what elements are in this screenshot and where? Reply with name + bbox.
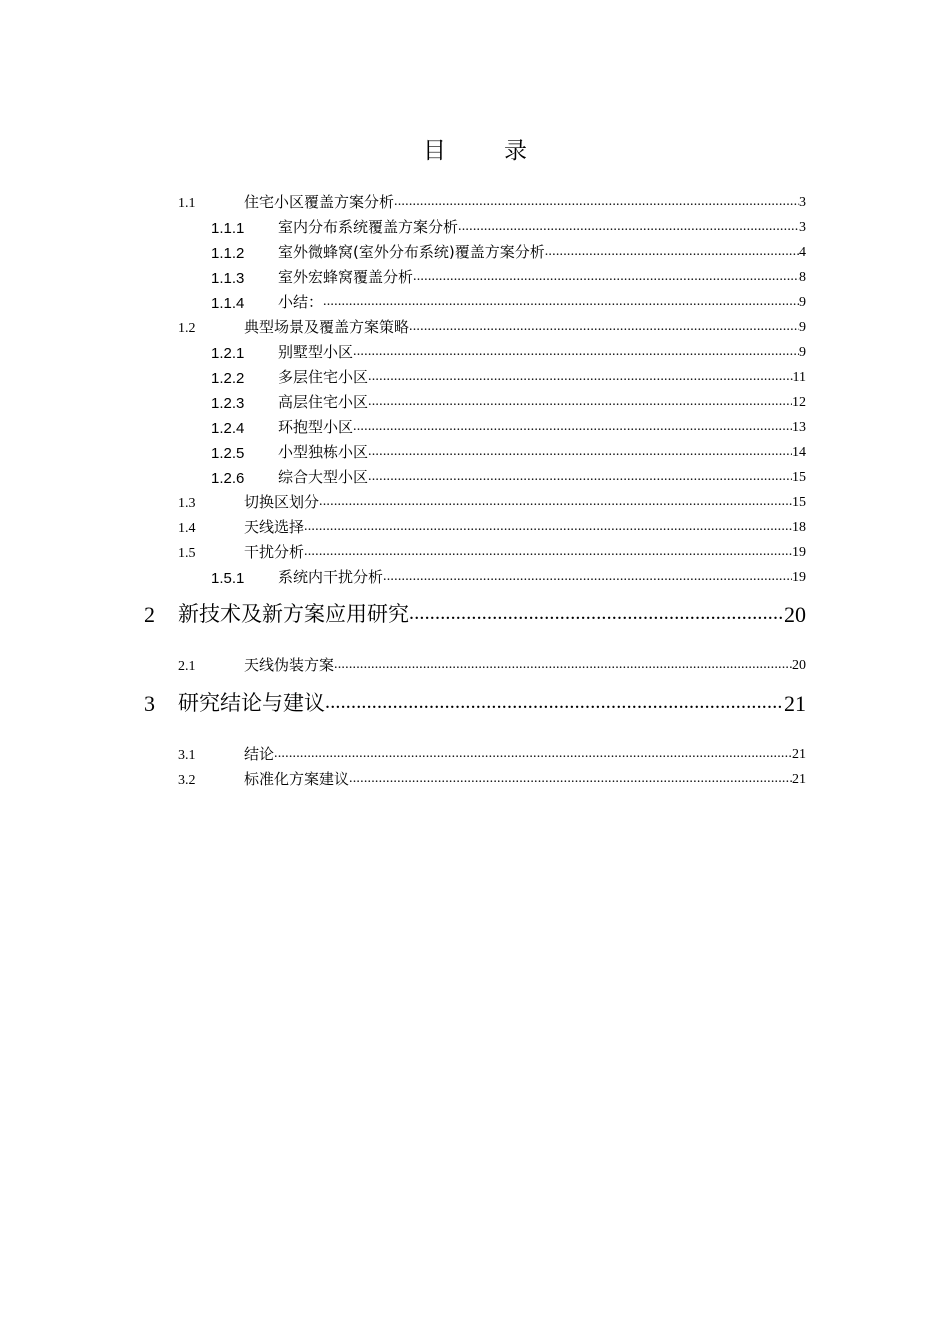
toc-entry[interactable] [0, 565, 950, 587]
toc-entry-number: 1.3 [178, 496, 196, 511]
toc-entry-number: 1.1.4 [211, 295, 245, 312]
toc-entry-title: 典型场景及覆盖方案策略 [244, 318, 410, 336]
toc-entry-page: 13 [792, 420, 806, 435]
toc-leader-dots [274, 746, 792, 762]
toc-entry-number: 2.1 [178, 659, 196, 674]
toc-entry-page: 15 [792, 470, 806, 485]
toc-entry[interactable] [0, 515, 950, 537]
toc-entry[interactable] [0, 490, 950, 512]
toc-entry-page: 20 [792, 658, 806, 673]
toc-entry-title: 环抱型小区 [278, 418, 354, 436]
toc-entry[interactable] [0, 290, 950, 312]
toc-entry-page: 4 [799, 245, 806, 260]
toc-entry[interactable] [0, 315, 950, 337]
toc-entry-title: 研究结论与建议 [178, 691, 325, 715]
toc-entry-number: 1.4 [178, 521, 196, 536]
toc-entry-number: 1.2.1 [211, 345, 245, 362]
toc-leader-dots [304, 519, 792, 535]
toc-entry-number: 1.1.3 [211, 270, 245, 287]
toc-entry[interactable] [0, 465, 950, 487]
toc-entry[interactable] [0, 440, 950, 462]
title-right-char: 录 [504, 138, 527, 164]
toc-leader-dots [334, 657, 792, 673]
page-title [0, 134, 950, 168]
toc-leader-dots [323, 294, 799, 310]
toc-leader-dots [368, 469, 792, 485]
toc-entry-title: 标准化方案建议 [244, 770, 350, 788]
toc-entry-title: 系统内干扰分析 [278, 568, 384, 586]
toc-entry-page: 19 [792, 570, 806, 585]
toc-entry[interactable] [0, 596, 950, 628]
toc-leader-dots [304, 544, 792, 560]
toc-entry-title: 新技术及新方案应用研究 [178, 602, 409, 626]
toc-entry[interactable] [0, 685, 950, 717]
toc-entry-page: 14 [792, 445, 806, 460]
toc-entry-page: 20 [784, 602, 806, 627]
toc-entry-page: 3 [799, 195, 806, 210]
toc-leader-dots [383, 569, 792, 585]
toc-leader-dots [413, 269, 799, 285]
toc-entry-number: 3 [144, 691, 155, 716]
toc-entry-page: 21 [784, 691, 806, 716]
toc-entry-page: 3 [799, 220, 806, 235]
toc-entry-number: 1.1 [178, 196, 196, 211]
toc-entry-page: 18 [792, 520, 806, 535]
toc-entry-page: 21 [792, 747, 806, 762]
toc-entry-number: 1.2.3 [211, 395, 245, 412]
toc-leader-dots [353, 344, 799, 360]
toc-entry-title: 多层住宅小区 [278, 368, 369, 386]
toc-entry[interactable] [0, 340, 950, 362]
toc-entry-title: 别墅型小区 [278, 343, 354, 361]
toc-entry-page: 11 [792, 370, 806, 385]
toc-leader-dots [458, 219, 799, 235]
toc-leader-dots [394, 194, 799, 210]
toc-leader-dots [545, 244, 799, 260]
toc-leader-dots [409, 319, 799, 335]
toc-entry-title: 高层住宅小区 [278, 393, 369, 411]
toc-entry-page: 9 [799, 345, 806, 360]
toc-entry-page: 19 [792, 545, 806, 560]
toc-entry-title: 小型独栋小区 [278, 443, 369, 461]
toc-entry-number: 3.2 [178, 773, 196, 788]
toc-entry[interactable] [0, 390, 950, 412]
toc-entry[interactable] [0, 742, 950, 764]
toc-leader-dots [319, 494, 792, 510]
toc-leader-dots [368, 444, 792, 460]
toc-entry[interactable] [0, 215, 950, 237]
toc-leader-dots [353, 419, 792, 435]
toc-entry[interactable] [0, 240, 950, 262]
toc-entry-page: 21 [792, 772, 806, 787]
toc-entry-title: 综合大型小区 [278, 468, 369, 486]
toc-entry[interactable] [0, 365, 950, 387]
toc-entry-number: 1.5.1 [211, 570, 245, 587]
toc-entry-number: 1.1.1 [211, 220, 245, 237]
toc-entry-number: 1.2 [178, 321, 196, 336]
toc-entry-number: 3.1 [178, 748, 196, 763]
toc-entry-number: 1.2.6 [211, 470, 245, 487]
toc-entry[interactable] [0, 265, 950, 287]
toc-entry-number: 1.1.2 [211, 245, 245, 262]
toc-entry[interactable] [0, 653, 950, 675]
toc-entry-title: 小结： [278, 293, 324, 311]
toc-entry-title: 天线伪装方案 [244, 656, 335, 674]
toc-leader-dots [368, 369, 793, 385]
toc-leader-dots [325, 691, 784, 714]
toc-leader-dots [349, 771, 792, 787]
toc-entry[interactable] [0, 190, 950, 212]
toc-entry[interactable] [0, 540, 950, 562]
toc-entry-number: 1.5 [178, 546, 196, 561]
toc-entry-title: 室外微蜂窝(室外分布系统)覆盖方案分析 [278, 243, 545, 261]
toc-entry-title: 室外宏蜂窝覆盖分析 [278, 268, 414, 286]
title-left-char: 目 [423, 138, 446, 164]
toc-entry[interactable] [0, 767, 950, 789]
toc-entry-number: 2 [144, 602, 155, 627]
toc-entry-page: 15 [792, 495, 806, 510]
toc-entry-number: 1.2.2 [211, 370, 245, 387]
toc-entry-title: 结论 [244, 745, 275, 763]
toc-entry-number: 1.2.5 [211, 445, 245, 462]
toc-entry-title: 室内分布系统覆盖方案分析 [278, 218, 459, 236]
toc-entry-title: 住宅小区覆盖方案分析 [244, 193, 395, 211]
toc-entry-page: 12 [792, 395, 806, 410]
toc-leader-dots [368, 394, 792, 410]
toc-entry-page: 9 [799, 295, 806, 310]
toc-entry-number: 1.2.4 [211, 420, 245, 437]
toc-entry-title: 天线选择 [244, 518, 305, 536]
toc-leader-dots [409, 602, 784, 625]
toc-entry-page: 8 [799, 270, 806, 285]
toc-entry[interactable] [0, 415, 950, 437]
toc-entry-title: 干扰分析 [244, 543, 305, 561]
toc-entry-title: 切换区划分 [244, 493, 320, 511]
toc-entry-page: 9 [799, 320, 806, 335]
